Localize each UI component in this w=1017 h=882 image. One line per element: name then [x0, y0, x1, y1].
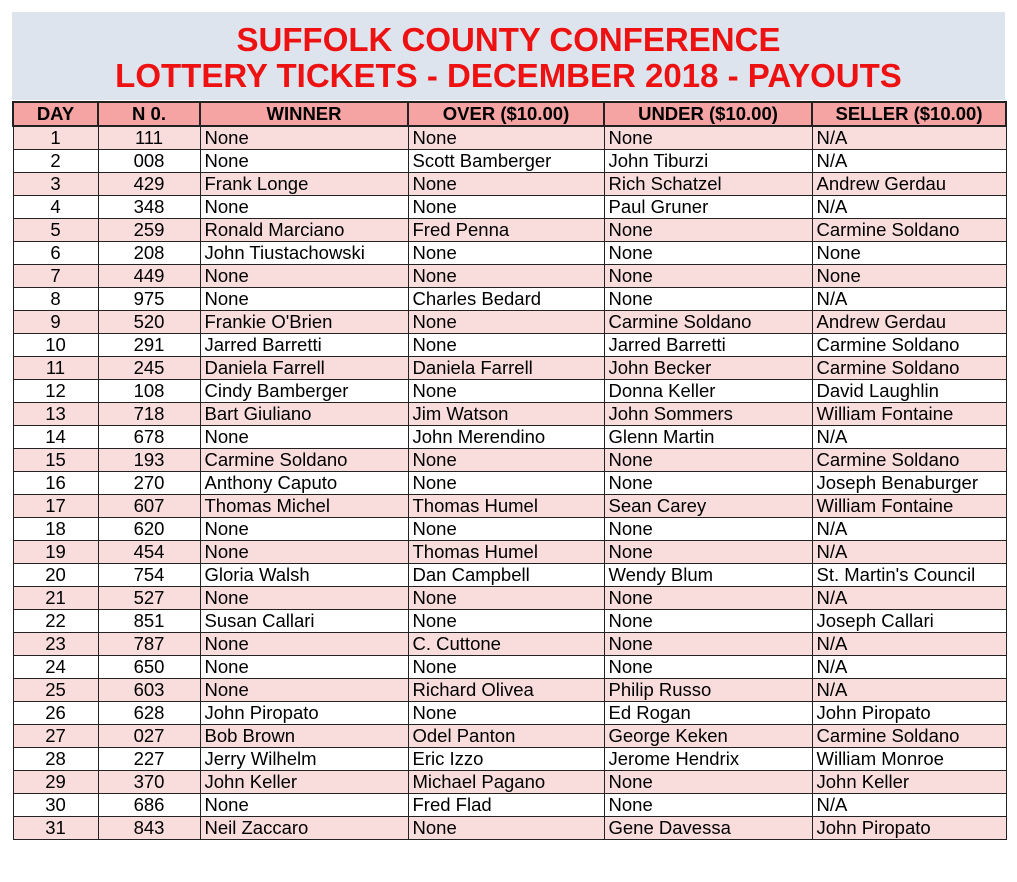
winner-cell: None [200, 633, 408, 656]
day-cell: 29 [13, 771, 98, 794]
day-cell: 28 [13, 748, 98, 771]
day-cell: 3 [13, 173, 98, 196]
winner-cell: None [200, 794, 408, 817]
table-row [13, 242, 1006, 265]
under-cell: None [604, 771, 812, 794]
table-row [13, 656, 1006, 679]
number-cell: 527 [98, 587, 200, 610]
seller-cell: None [812, 265, 1006, 288]
over-cell: Daniela Farrell [408, 357, 604, 380]
under-cell: None [604, 265, 812, 288]
winner-cell: Jarred Barretti [200, 334, 408, 357]
under-cell: Donna Keller [604, 380, 812, 403]
winner-cell: Gloria Walsh [200, 564, 408, 587]
number-cell: 620 [98, 518, 200, 541]
day-cell: 15 [13, 449, 98, 472]
under-cell: None [604, 242, 812, 265]
number-cell: 429 [98, 173, 200, 196]
table-row [13, 288, 1006, 311]
day-cell: 7 [13, 265, 98, 288]
winner-cell: Ronald Marciano [200, 219, 408, 242]
over-cell: None [408, 587, 604, 610]
seller-cell: Joseph Callari [812, 610, 1006, 633]
day-cell: 27 [13, 725, 98, 748]
number-cell: 208 [98, 242, 200, 265]
under-cell: None [604, 610, 812, 633]
number-cell: 603 [98, 679, 200, 702]
number-cell: 027 [98, 725, 200, 748]
day-cell: 24 [13, 656, 98, 679]
seller-cell: N/A [812, 794, 1006, 817]
over-cell: None [408, 656, 604, 679]
over-cell: Richard Olivea [408, 679, 604, 702]
table-row [13, 150, 1006, 173]
day-cell: 9 [13, 311, 98, 334]
number-cell: 520 [98, 311, 200, 334]
number-cell: 851 [98, 610, 200, 633]
table-row [13, 403, 1006, 426]
title-banner [12, 12, 1005, 100]
number-cell: 245 [98, 357, 200, 380]
table-row [13, 541, 1006, 564]
seller-cell: N/A [812, 426, 1006, 449]
seller-cell: N/A [812, 518, 1006, 541]
day-cell: 5 [13, 219, 98, 242]
day-cell: 19 [13, 541, 98, 564]
over-cell: Thomas Humel [408, 495, 604, 518]
under-cell: None [604, 518, 812, 541]
winner-cell: None [200, 679, 408, 702]
day-cell: 30 [13, 794, 98, 817]
number-cell: 754 [98, 564, 200, 587]
number-cell: 291 [98, 334, 200, 357]
over-cell: None [408, 702, 604, 725]
number-cell: 650 [98, 656, 200, 679]
seller-cell: Carmine Soldano [812, 334, 1006, 357]
seller-cell: N/A [812, 196, 1006, 219]
day-cell: 6 [13, 242, 98, 265]
winner-cell: Neil Zaccaro [200, 817, 408, 840]
table-row [13, 633, 1006, 656]
under-cell: Paul Gruner [604, 196, 812, 219]
number-cell: 259 [98, 219, 200, 242]
under-cell: None [604, 541, 812, 564]
over-cell: Scott Bamberger [408, 150, 604, 173]
column-header-day: DAY [13, 102, 98, 126]
table-row [13, 679, 1006, 702]
under-cell: John Sommers [604, 403, 812, 426]
over-cell: John Merendino [408, 426, 604, 449]
table-row [13, 265, 1006, 288]
table-row [13, 794, 1006, 817]
number-cell: 348 [98, 196, 200, 219]
day-cell: 10 [13, 334, 98, 357]
over-cell: None [408, 472, 604, 495]
under-cell: None [604, 126, 812, 150]
day-cell: 18 [13, 518, 98, 541]
seller-cell: N/A [812, 587, 1006, 610]
winner-cell: Susan Callari [200, 610, 408, 633]
day-cell: 11 [13, 357, 98, 380]
under-cell: None [604, 288, 812, 311]
table-row [13, 357, 1006, 380]
number-cell: 678 [98, 426, 200, 449]
winner-cell: John Keller [200, 771, 408, 794]
seller-cell: N/A [812, 633, 1006, 656]
table-row [13, 472, 1006, 495]
table-row [13, 334, 1006, 357]
day-cell: 26 [13, 702, 98, 725]
winner-cell: None [200, 587, 408, 610]
day-cell: 25 [13, 679, 98, 702]
winner-cell: Cindy Bamberger [200, 380, 408, 403]
over-cell: None [408, 265, 604, 288]
seller-cell: Joseph Benaburger [812, 472, 1006, 495]
table-row [13, 219, 1006, 242]
number-cell: 843 [98, 817, 200, 840]
seller-cell: Carmine Soldano [812, 357, 1006, 380]
seller-cell: William Fontaine [812, 495, 1006, 518]
over-cell: Odel Panton [408, 725, 604, 748]
under-cell: Rich Schatzel [604, 173, 812, 196]
seller-cell: John Piropato [812, 817, 1006, 840]
seller-cell: William Monroe [812, 748, 1006, 771]
day-cell: 21 [13, 587, 98, 610]
over-cell: None [408, 334, 604, 357]
winner-cell: None [200, 126, 408, 150]
under-cell: John Becker [604, 357, 812, 380]
over-cell: None [408, 196, 604, 219]
winner-cell: None [200, 150, 408, 173]
under-cell: John Tiburzi [604, 150, 812, 173]
over-cell: None [408, 126, 604, 150]
winner-cell: None [200, 426, 408, 449]
seller-cell: John Keller [812, 771, 1006, 794]
seller-cell: St. Martin's Council [812, 564, 1006, 587]
seller-cell: Carmine Soldano [812, 449, 1006, 472]
under-cell: None [604, 587, 812, 610]
table-row [13, 518, 1006, 541]
seller-cell: Carmine Soldano [812, 725, 1006, 748]
winner-cell: Carmine Soldano [200, 449, 408, 472]
winner-cell: John Piropato [200, 702, 408, 725]
column-header-number: N 0. [98, 102, 200, 126]
under-cell: Wendy Blum [604, 564, 812, 587]
over-cell: Jim Watson [408, 403, 604, 426]
column-header-under: UNDER ($10.00) [604, 102, 812, 126]
under-cell: Sean Carey [604, 495, 812, 518]
winner-cell: Thomas Michel [200, 495, 408, 518]
table-row [13, 771, 1006, 794]
seller-cell: Andrew Gerdau [812, 311, 1006, 334]
column-header-winner: WINNER [200, 102, 408, 126]
table-row [13, 702, 1006, 725]
number-cell: 449 [98, 265, 200, 288]
winner-cell: John Tiustachowski [200, 242, 408, 265]
number-cell: 718 [98, 403, 200, 426]
day-cell: 20 [13, 564, 98, 587]
under-cell: Gene Davessa [604, 817, 812, 840]
under-cell: None [604, 472, 812, 495]
over-cell: Fred Penna [408, 219, 604, 242]
table-row [13, 449, 1006, 472]
over-cell: Dan Campbell [408, 564, 604, 587]
over-cell: Fred Flad [408, 794, 604, 817]
seller-cell: Carmine Soldano [812, 219, 1006, 242]
winner-cell: None [200, 196, 408, 219]
table-row [13, 610, 1006, 633]
payouts-table [12, 101, 1007, 840]
number-cell: 454 [98, 541, 200, 564]
over-cell: None [408, 610, 604, 633]
winner-cell: None [200, 288, 408, 311]
under-cell: Ed Rogan [604, 702, 812, 725]
table-row [13, 426, 1006, 449]
table-row [13, 725, 1006, 748]
seller-cell: David Laughlin [812, 380, 1006, 403]
day-cell: 13 [13, 403, 98, 426]
under-cell: Carmine Soldano [604, 311, 812, 334]
table-row [13, 311, 1006, 334]
under-cell: None [604, 449, 812, 472]
table-row [13, 173, 1006, 196]
over-cell: Michael Pagano [408, 771, 604, 794]
table-row [13, 196, 1006, 219]
table-row [13, 587, 1006, 610]
day-cell: 16 [13, 472, 98, 495]
day-cell: 1 [13, 126, 98, 150]
seller-cell: William Fontaine [812, 403, 1006, 426]
under-cell: Philip Russo [604, 679, 812, 702]
over-cell: None [408, 449, 604, 472]
winner-cell: Anthony Caputo [200, 472, 408, 495]
seller-cell: N/A [812, 679, 1006, 702]
over-cell: C. Cuttone [408, 633, 604, 656]
day-cell: 8 [13, 288, 98, 311]
under-cell: Jerome Hendrix [604, 748, 812, 771]
under-cell: None [604, 219, 812, 242]
day-cell: 2 [13, 150, 98, 173]
number-cell: 975 [98, 288, 200, 311]
table-row [13, 380, 1006, 403]
day-cell: 12 [13, 380, 98, 403]
seller-cell: John Piropato [812, 702, 1006, 725]
winner-cell: Daniela Farrell [200, 357, 408, 380]
under-cell: None [604, 794, 812, 817]
number-cell: 008 [98, 150, 200, 173]
page-subtitle: LOTTERY TICKETS - DECEMBER 2018 - PAYOUTS [115, 57, 902, 94]
under-cell: George Keken [604, 725, 812, 748]
day-cell: 4 [13, 196, 98, 219]
day-cell: 17 [13, 495, 98, 518]
over-cell: Eric Izzo [408, 748, 604, 771]
table-row [13, 748, 1006, 771]
seller-cell: Andrew Gerdau [812, 173, 1006, 196]
number-cell: 628 [98, 702, 200, 725]
number-cell: 111 [98, 126, 200, 150]
number-cell: 193 [98, 449, 200, 472]
day-cell: 14 [13, 426, 98, 449]
winner-cell: Jerry Wilhelm [200, 748, 408, 771]
number-cell: 607 [98, 495, 200, 518]
winner-cell: Frankie O'Brien [200, 311, 408, 334]
winner-cell: Bob Brown [200, 725, 408, 748]
under-cell: Glenn Martin [604, 426, 812, 449]
winner-cell: None [200, 541, 408, 564]
seller-cell: N/A [812, 126, 1006, 150]
winner-cell: None [200, 265, 408, 288]
over-cell: None [408, 242, 604, 265]
winner-cell: None [200, 518, 408, 541]
seller-cell: N/A [812, 288, 1006, 311]
over-cell: None [408, 817, 604, 840]
seller-cell: None [812, 242, 1006, 265]
winner-cell: Bart Giuliano [200, 403, 408, 426]
table-row [13, 817, 1006, 840]
under-cell: None [604, 633, 812, 656]
over-cell: None [408, 173, 604, 196]
number-cell: 370 [98, 771, 200, 794]
column-header-over: OVER ($10.00) [408, 102, 604, 126]
seller-cell: N/A [812, 150, 1006, 173]
over-cell: None [408, 380, 604, 403]
seller-cell: N/A [812, 541, 1006, 564]
day-cell: 31 [13, 817, 98, 840]
number-cell: 787 [98, 633, 200, 656]
winner-cell: None [200, 656, 408, 679]
table-row [13, 126, 1006, 150]
number-cell: 686 [98, 794, 200, 817]
table-row [13, 564, 1006, 587]
over-cell: None [408, 518, 604, 541]
under-cell: None [604, 656, 812, 679]
over-cell: None [408, 311, 604, 334]
table-header-row [13, 102, 1006, 126]
column-header-seller: SELLER ($10.00) [812, 102, 1006, 126]
winner-cell: Frank Longe [200, 173, 408, 196]
table-row [13, 495, 1006, 518]
seller-cell: N/A [812, 656, 1006, 679]
day-cell: 23 [13, 633, 98, 656]
number-cell: 270 [98, 472, 200, 495]
number-cell: 108 [98, 380, 200, 403]
under-cell: Jarred Barretti [604, 334, 812, 357]
number-cell: 227 [98, 748, 200, 771]
day-cell: 22 [13, 610, 98, 633]
page-title: SUFFOLK COUNTY CONFERENCE [236, 21, 781, 58]
over-cell: Charles Bedard [408, 288, 604, 311]
over-cell: Thomas Humel [408, 541, 604, 564]
